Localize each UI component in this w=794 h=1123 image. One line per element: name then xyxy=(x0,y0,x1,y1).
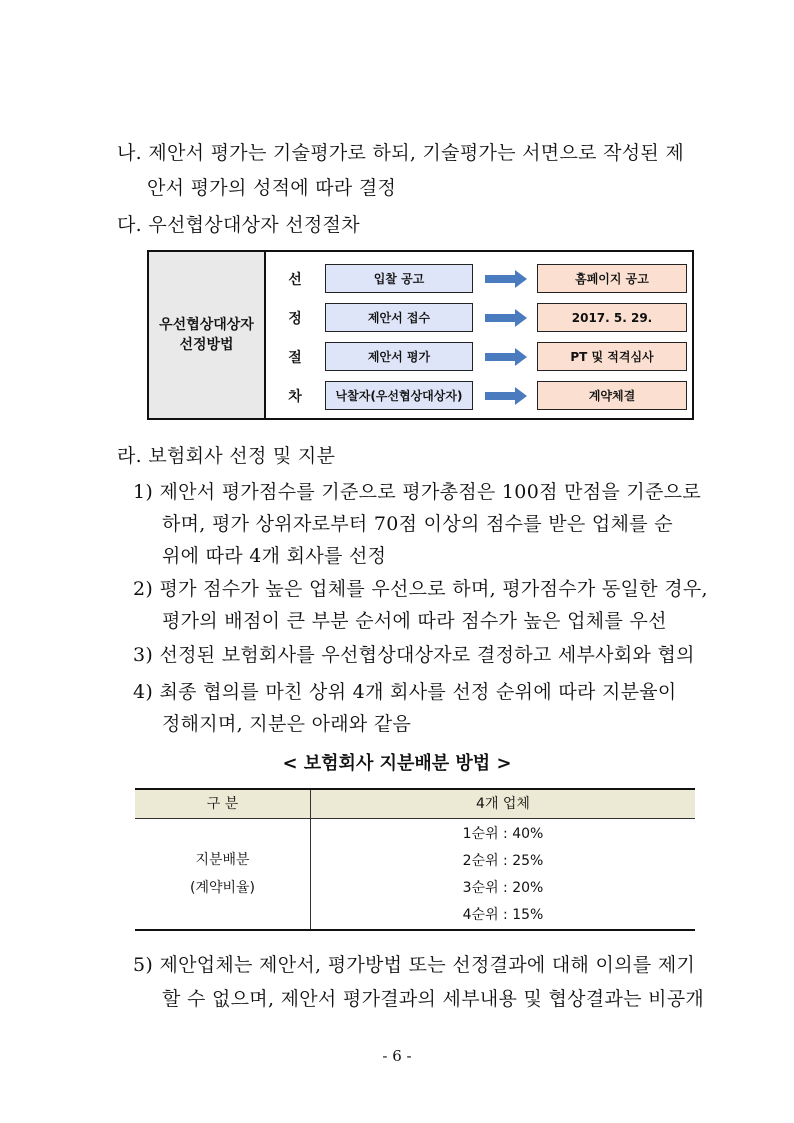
process-label-line2: 선정방법 xyxy=(179,337,234,353)
arrow-right-icon xyxy=(485,270,527,288)
item-1-line1: 1) 제안서 평가점수를 기준으로 평가총점은 100점 만점을 기준으로 xyxy=(133,481,701,503)
step-box-proposal-evaluation: 제안서 평가 xyxy=(325,342,473,371)
share-table-header xyxy=(135,788,695,819)
step-box-proposal-receipt: 제안서 접수 xyxy=(325,303,473,332)
arrow-right-icon xyxy=(485,309,527,327)
item-1-line3: 위에 따라 4개 회사를 선정 xyxy=(162,545,387,567)
heading-ra: 라. 보험회사 선정 및 지분 xyxy=(117,445,336,467)
heading-da: 다. 우선협상대상자 선정절차 xyxy=(117,214,360,236)
para-na-line1: 나. 제안서 평가는 기술평가로 하되, 기술평가는 서면으로 작성된 제 xyxy=(117,142,685,164)
header-category: 구 분 xyxy=(206,796,239,812)
step-box-contract: 계약체결 xyxy=(537,381,687,410)
header-companies: 4개 업체 xyxy=(476,796,530,812)
step-char-3: 절 xyxy=(288,350,302,366)
arrow-right-icon xyxy=(485,348,527,366)
rank-3: 3순위 : 20% xyxy=(462,880,544,896)
step-char-1: 선 xyxy=(288,272,302,288)
step-box-pt-review: PT 및 적격심사 xyxy=(537,342,687,371)
item-2-line2: 평가의 배점이 큰 부분 순서에 따라 점수가 높은 업체를 우선 xyxy=(162,610,667,632)
step-char-2: 정 xyxy=(288,311,302,327)
para-na-line2: 안서 평가의 성적에 따라 결정 xyxy=(147,177,397,199)
step-box-bid-notice: 입찰 공고 xyxy=(325,264,473,293)
rank-2: 2순위 : 25% xyxy=(462,853,544,869)
step-box-homepage-notice: 홈페이지 공고 xyxy=(537,264,687,293)
category-line2: (계약비율) xyxy=(189,880,256,896)
item-2-line1: 2) 평가 점수가 높은 업체를 우선으로 하며, 평가점수가 동일한 경우, xyxy=(133,578,708,600)
item-3-line1: 3) 선정된 보험회사를 우선협상대상자로 결정하고 세부사회와 협의 xyxy=(133,644,695,666)
rank-1: 1순위 : 40% xyxy=(462,826,544,842)
step-char-4: 차 xyxy=(288,389,302,405)
page-number: - 6 - xyxy=(382,1047,412,1065)
selection-process-box xyxy=(147,250,694,420)
category-cell xyxy=(135,819,310,929)
rank-4: 4순위 : 15% xyxy=(462,907,544,923)
item-5-line2: 할 수 없으며, 제안서 평가결과의 세부내용 및 협상결과는 비공개 xyxy=(162,988,705,1010)
step-box-date: 2017. 5. 29. xyxy=(537,303,687,332)
item-5-line1: 5) 제안업체는 제안서, 평가방법 또는 선정결과에 대해 이의를 제기 xyxy=(133,954,696,976)
item-4-line2: 정해지며, 지분은 아래와 같음 xyxy=(162,713,412,735)
step-box-winner: 낙찰자(우선협상대상자) xyxy=(325,381,473,410)
share-table-body xyxy=(135,819,695,931)
share-table xyxy=(135,788,695,931)
item-4-line1: 4) 최종 협의를 마친 상위 4개 회사를 선정 순위에 따라 지분율이 xyxy=(133,681,677,703)
category-line1: 지분배분 xyxy=(195,852,250,868)
share-table-title: < 보험회사 지분배분 방법 > xyxy=(282,753,512,774)
item-1-line2: 하며, 평가 상위자로부터 70점 이상의 점수를 받은 업체를 순 xyxy=(162,513,673,535)
arrow-right-icon xyxy=(485,387,527,405)
process-label xyxy=(149,252,266,418)
process-label-line1: 우선협상대상자 xyxy=(159,317,254,333)
